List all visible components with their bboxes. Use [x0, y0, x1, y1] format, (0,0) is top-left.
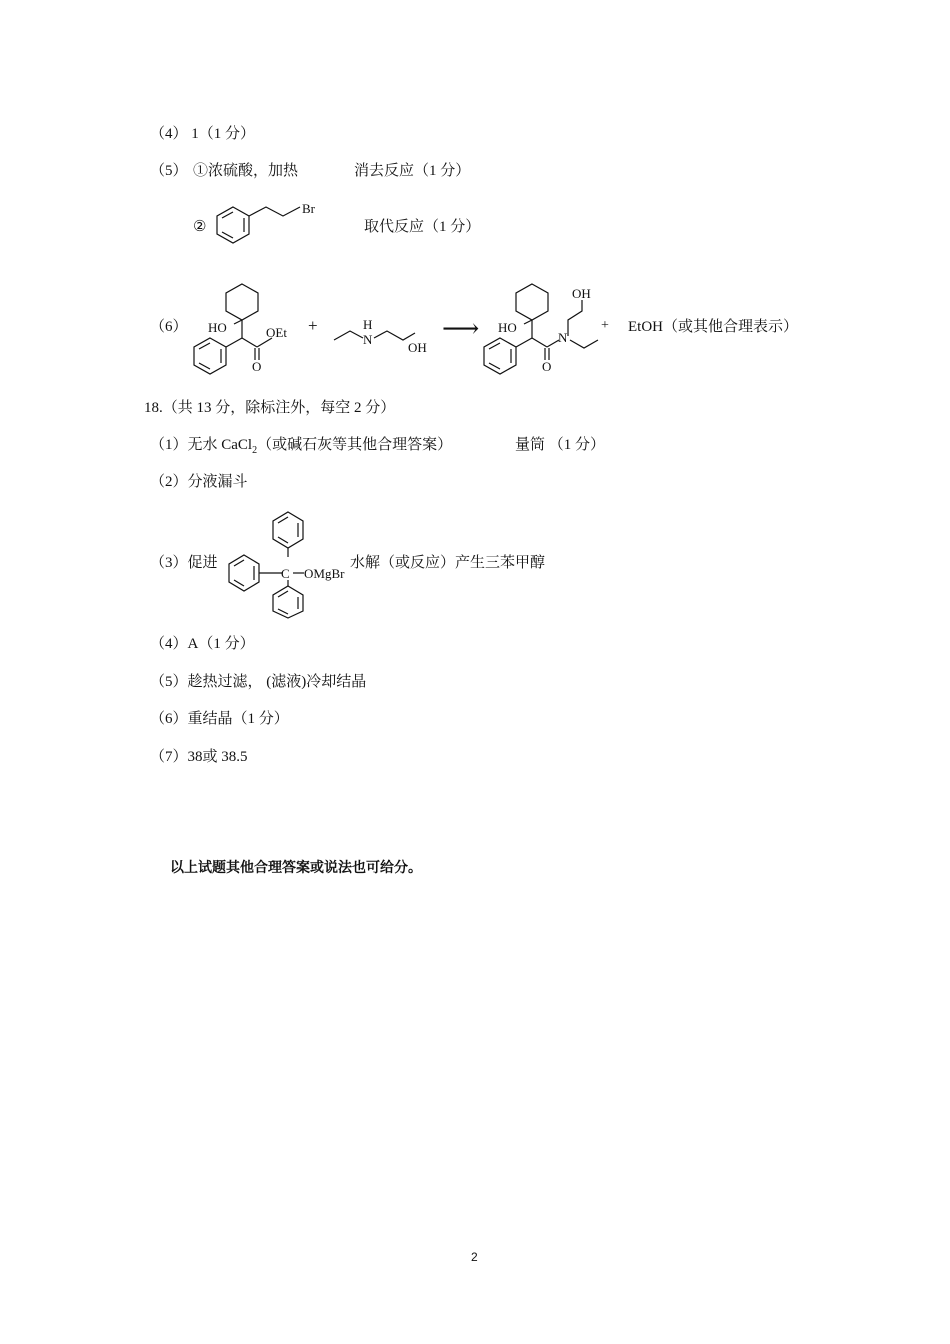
q18-item3-post: 水解（或反应）产生三苯甲醇	[350, 555, 546, 571]
q18-item1-post: （或碱石灰等其他合理答案）	[257, 437, 453, 453]
ethyl-group	[334, 331, 363, 340]
reaction-arrow: ⟶	[442, 314, 480, 343]
q18-item3-pre: （3）促进	[150, 555, 218, 571]
q18-item2: （2）分液漏斗	[150, 474, 248, 490]
atom-ho: HO	[208, 320, 227, 335]
q17-item5-part1-type: 消去反应（1 分）	[354, 163, 471, 179]
atom-ho: HO	[498, 320, 517, 335]
page-number: 2	[471, 1250, 478, 1264]
hydroxyethyl-chain	[374, 331, 415, 340]
q17-item5-part2-type: 取代反应（1 分）	[364, 219, 481, 235]
q17-item5-label: （5）	[150, 163, 188, 179]
q18-item4: （4）A（1 分）	[150, 636, 255, 652]
footer-note: 以上试题其他合理答案或说法也可给分。	[170, 860, 422, 876]
phenethyl-bromide-structure	[214, 198, 344, 254]
atom-h: H	[363, 317, 373, 332]
cyclohexane-ring	[226, 284, 258, 320]
atom-c: C	[281, 566, 290, 581]
cyclohexane-ring	[516, 284, 548, 320]
q17-item5-part1: ①浓硫酸，加热	[193, 163, 299, 179]
atom-oh: OH	[572, 286, 591, 301]
q18-item1-subscript: 2	[252, 445, 258, 456]
atom-br: Br	[302, 201, 315, 216]
hydroxyethyl-chain	[568, 300, 582, 336]
product-amide-structure	[480, 280, 605, 380]
atom-o: O	[542, 359, 552, 374]
reactant-ester-structure	[186, 280, 306, 380]
plus-sign: +	[308, 316, 318, 335]
q18-item1-answer-b: 量筒 （1 分）	[515, 437, 606, 453]
atom-o: O	[252, 359, 262, 374]
ethyl-chain	[249, 207, 300, 216]
ethyl-group	[570, 340, 598, 348]
atom-oet: OEt	[266, 325, 287, 340]
ethylaminoethanol-structure	[330, 316, 440, 360]
atom-n: N	[558, 330, 568, 345]
q18-item6: （6）重结晶（1 分）	[150, 711, 289, 727]
q17-item6-byproduct: EtOH（或其他合理表示）	[628, 319, 798, 335]
q17-item5-part2-num: ②	[193, 219, 207, 235]
trityl-omgbr-structure	[226, 506, 356, 618]
q18-item1-pre: （1）无水 CaCl	[150, 437, 253, 453]
q17-item6-label: （6）	[150, 319, 188, 335]
atom-omgbr: OMgBr	[304, 566, 345, 581]
q18-header: 18.（共 13 分，除标注外，每空 2 分）	[144, 400, 396, 416]
plus-sign-2: +	[601, 318, 609, 333]
q17-item4: （4） 1（1 分）	[150, 126, 256, 142]
atom-n: N	[363, 332, 373, 347]
q18-item1	[150, 435, 452, 461]
q18-item5: （5）趁热过滤， (滤液)冷却结晶	[150, 674, 367, 690]
q18-item7: （7）38或 38.5	[150, 749, 248, 765]
atom-oh: OH	[408, 340, 427, 355]
